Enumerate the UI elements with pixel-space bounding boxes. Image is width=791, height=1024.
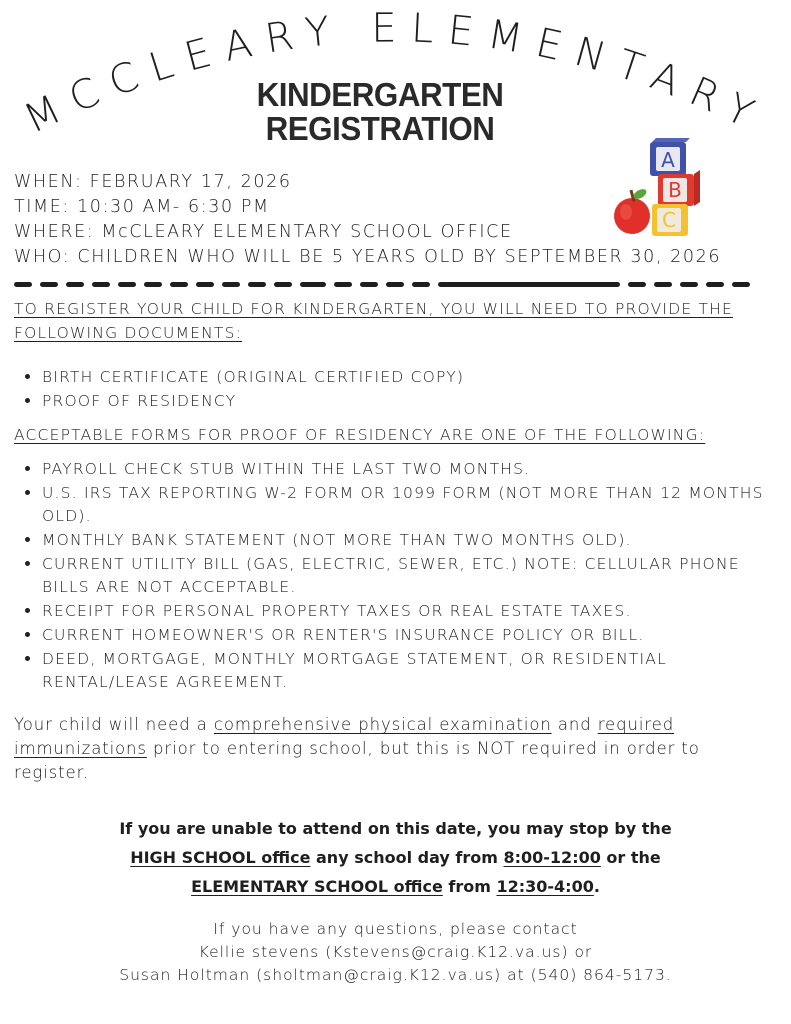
alternate-line-2 bbox=[0, 843, 791, 872]
dashed-divider bbox=[14, 281, 766, 287]
high-school-hours: 8:00-12:00 bbox=[503, 848, 601, 867]
list-item: • BIRTH CERTIFICATE (ORIGINAL CERTIFIED COPY) bbox=[42, 365, 782, 389]
physical-text-1: Your child will need a bbox=[14, 715, 214, 734]
contact-line-1: If you have any questions, please contact bbox=[213, 920, 578, 938]
elementary-school-office: ELEMENTARY SCHOOL office bbox=[191, 877, 443, 896]
page-title bbox=[247, 78, 513, 146]
high-school-office: HIGH SCHOOL office bbox=[130, 848, 311, 867]
event-when: WHEN: FEBRUARY 17, 2026 bbox=[14, 172, 292, 192]
list-item: • PROOF OF RESIDENCY bbox=[42, 389, 782, 413]
physical-exam-emphasis: comprehensive physical examination bbox=[213, 715, 552, 734]
event-time: TIME: 10:30 AM- 6:30 PM bbox=[14, 197, 270, 217]
list-item: • MONTHLY BANK STATEMENT (NOT MORE THAN TWO MONTHS OLD). bbox=[42, 528, 782, 552]
alternate-text: from bbox=[442, 877, 497, 896]
svg-text:C: C bbox=[662, 208, 676, 232]
svg-text:B: B bbox=[668, 178, 682, 202]
svg-text:A: A bbox=[661, 148, 675, 172]
alternate-text: any school day from bbox=[310, 848, 504, 867]
event-who: WHO: CHILDREN WHO WILL BE 5 YEARS OLD BY SEPTEMBER 30, 2026 bbox=[14, 247, 722, 267]
list-item: • RECEIPT FOR PERSONAL PROPERTY TAXES OR REAL ESTATE TAXES. bbox=[42, 599, 782, 623]
list-item: • CURRENT UTILITY BILL (GAS, ELECTRIC, SEWER, ETC.) NOTE: CELLULAR PHONE BILLS ARE NOT ACCEPTABLE. bbox=[42, 552, 782, 599]
alternate-line-1: If you are unable to attend on this date, you may stop by the bbox=[119, 819, 672, 838]
title-line-2: REGISTRATION bbox=[265, 110, 495, 147]
event-where: WHERE: McCLEARY ELEMENTARY SCHOOL OFFICE bbox=[14, 222, 513, 242]
immunizations-emphasis: required immunizations bbox=[14, 715, 675, 758]
list-item: • U.S. IRS TAX REPORTING W-2 FORM OR 1099 FORM (NOT MORE THAN 12 MONTHS OLD). bbox=[42, 481, 782, 528]
list-item: • PAYROLL CHECK STUB WITHIN THE LAST TWO MONTHS. bbox=[42, 457, 782, 481]
residency-heading: ACCEPTABLE FORMS FOR PROOF OF RESIDENCY ARE ONE OF THE FOLLOWING: bbox=[14, 426, 706, 444]
list-item: • CURRENT HOMEOWNER'S OR RENTER'S INSURANCE POLICY OR BILL. bbox=[42, 623, 782, 647]
physical-text-3: prior to entering school, but this is NOT required in order to register. bbox=[14, 739, 700, 782]
alternate-text: . bbox=[593, 877, 600, 896]
contact-info bbox=[0, 918, 791, 987]
school-name-text: MCCLEARY ELEMENTARY bbox=[17, 5, 773, 140]
list-item: • DEED, MORTGAGE, MONTHLY MORTGAGE STATEMENT, OR RESIDENTIAL RENTAL/LEASE AGREEMENT. bbox=[42, 647, 782, 694]
residency-list bbox=[20, 457, 782, 694]
event-details bbox=[14, 170, 721, 270]
title-line-1: KINDERGARTEN bbox=[256, 76, 504, 113]
elementary-school-hours: 12:30-4:00 bbox=[496, 877, 594, 896]
alternate-registration bbox=[0, 814, 791, 901]
contact-line-3: Susan Holtman (sholtman@craig.K12.va.us) at (540) 864-5173. bbox=[119, 966, 672, 984]
documents-list bbox=[20, 365, 782, 413]
alternate-text: or the bbox=[600, 848, 661, 867]
physical-exam-note bbox=[14, 713, 774, 785]
alternate-line-3 bbox=[0, 872, 791, 901]
documents-heading: TO REGISTER YOUR CHILD FOR KINDERGARTEN, YOU WILL NEED TO PROVIDE THE FOLLOWING DOCUMENTS: bbox=[14, 300, 733, 342]
physical-text-2: and bbox=[551, 715, 598, 734]
contact-line-2: Kellie stevens (Kstevens@craig.K12.va.us) or bbox=[198, 943, 593, 961]
